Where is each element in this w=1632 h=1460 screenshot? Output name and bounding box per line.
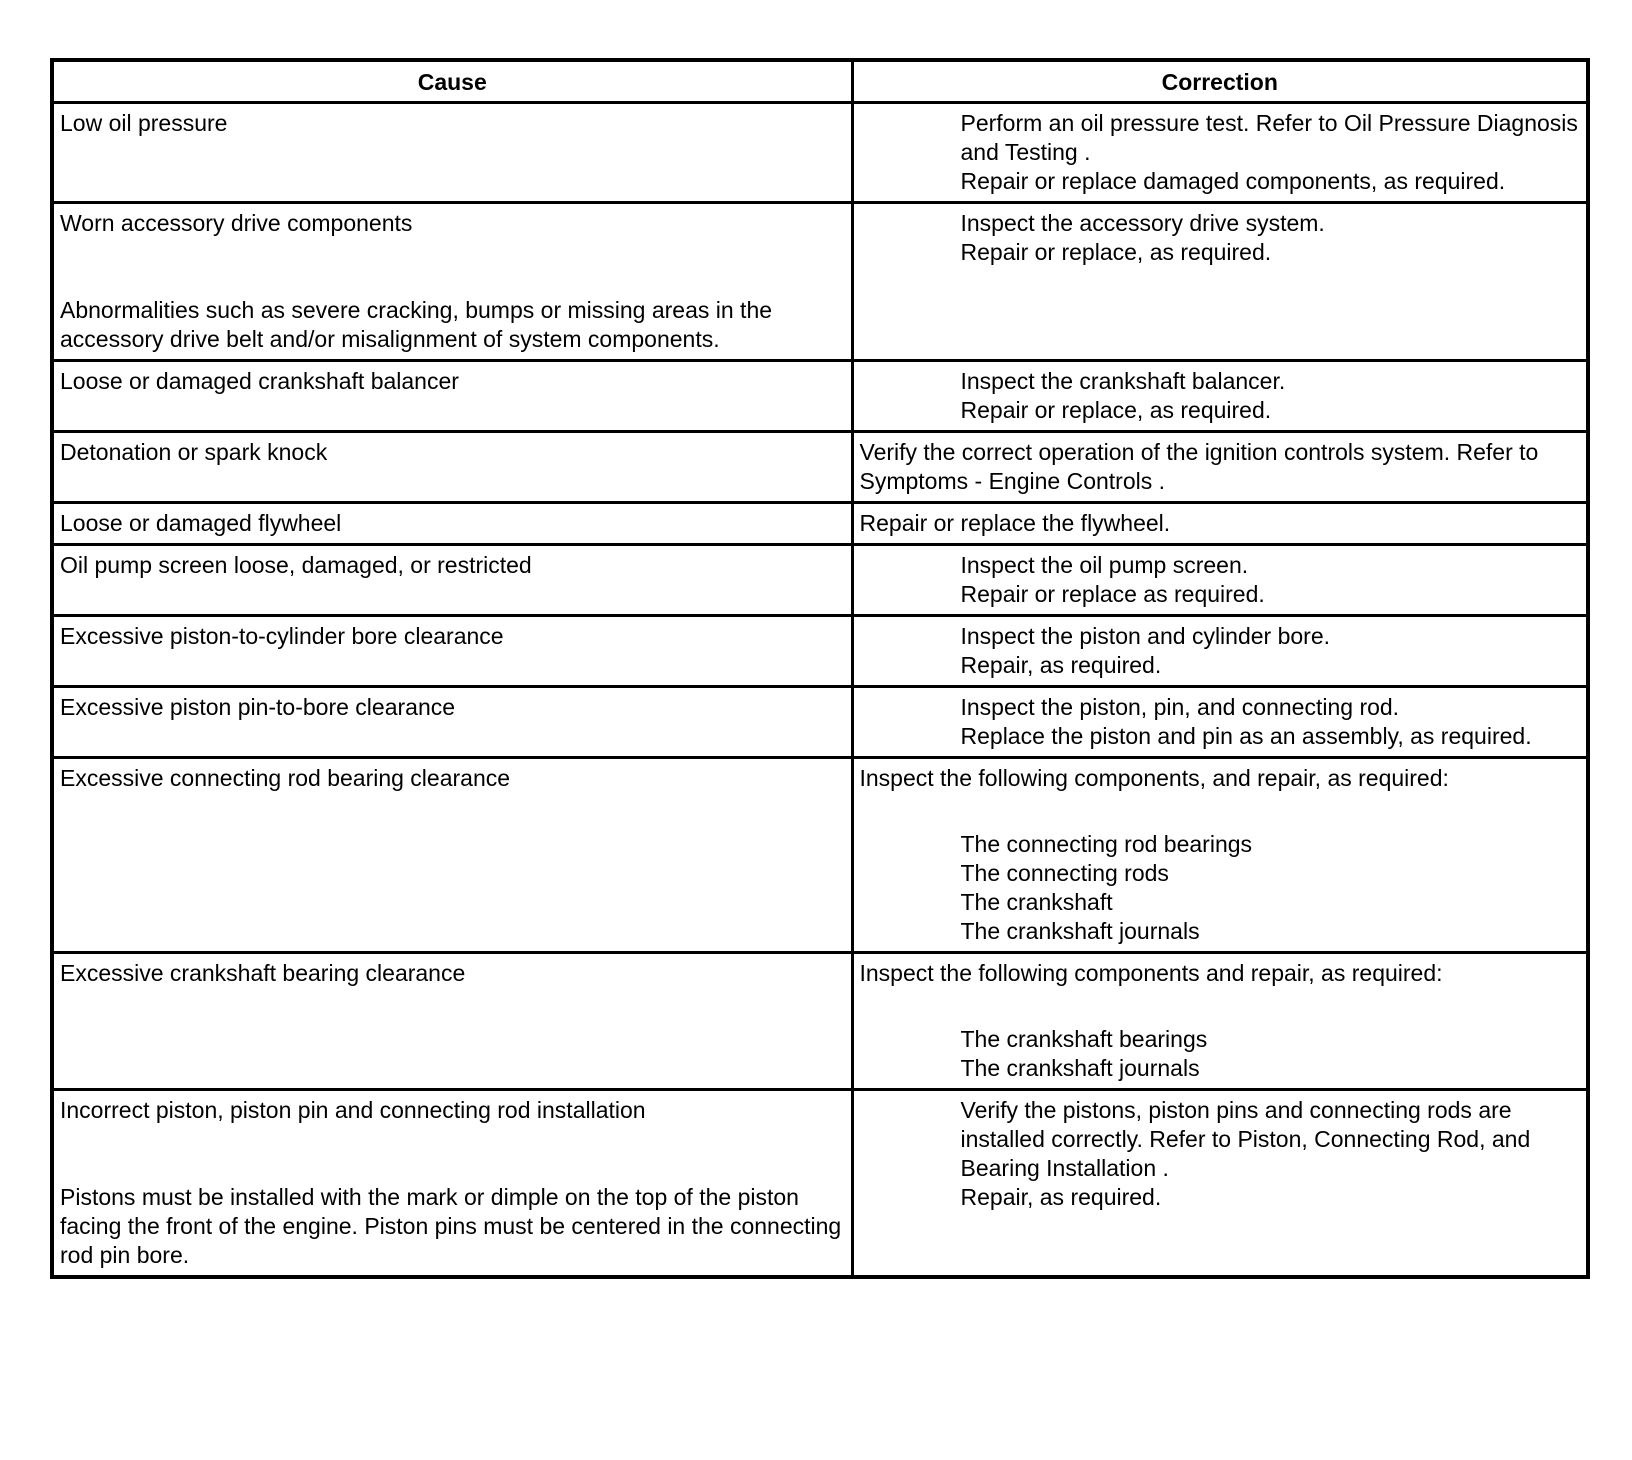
cause-note: Pistons must be installed with the mark or dimple on the top of the piston facing the front of the engine. Piston pins must be centered in the connecting rod pin bore.: [60, 1184, 842, 1268]
table-row: [52, 687, 1588, 758]
correction-cell: [852, 758, 1588, 953]
table-row: [52, 616, 1588, 687]
header-row: [52, 60, 1588, 103]
cause-text: Excessive piston-to-cylinder bore clearance: [60, 623, 504, 649]
cause-text: Excessive piston pin-to-bore clearance: [60, 694, 456, 720]
cause-cell: [52, 1090, 852, 1278]
correction-cell: [852, 361, 1588, 432]
correction-intro: Verify the correct operation of the ignition controls system. Refer to Symptoms - Engine Controls .: [859, 439, 1539, 494]
correction-step: Repair, as required.: [960, 652, 1162, 678]
correction-step: Verify the pistons, piston pins and connecting rods are installed correctly. Refer to Piston, Connecting Rod, and Bearing Installation .: [960, 1097, 1531, 1181]
correction-cell: [852, 687, 1588, 758]
correction-step: Perform an oil pressure test. Refer to Oil Pressure Diagnosis and Testing .: [960, 110, 1578, 165]
correction-step: Repair, as required.: [960, 1184, 1162, 1210]
cause-cell: [52, 103, 852, 203]
cause-cell: [52, 503, 852, 545]
table-row: [52, 103, 1588, 203]
cause-text: Excessive crankshaft bearing clearance: [60, 960, 466, 986]
header-correction: Correction: [852, 60, 1588, 103]
cause-cell: [52, 758, 852, 953]
correction-step: Inspect the piston, pin, and connecting rod.: [960, 694, 1400, 720]
correction-step: The connecting rods: [960, 860, 1169, 886]
cause-note: Abnormalities such as severe cracking, bumps or missing areas in the accessory drive belt and/or misalignment of system components.: [60, 297, 773, 352]
correction-step: Replace the piston and pin as an assembly, as required.: [960, 723, 1532, 749]
correction-intro: Inspect the following components and repair, as required:: [859, 960, 1443, 986]
table-body: [52, 103, 1588, 1278]
correction-cell: [852, 432, 1588, 503]
correction-step: Inspect the accessory drive system.: [960, 210, 1325, 236]
correction-step: The crankshaft journals: [960, 918, 1200, 944]
cause-cell: [52, 953, 852, 1090]
diagnosis-table: [50, 58, 1590, 1279]
cause-cell: [52, 687, 852, 758]
correction-cell: [852, 203, 1588, 361]
table-row: [52, 361, 1588, 432]
correction-cell: [852, 1090, 1588, 1278]
correction-step: The crankshaft: [960, 889, 1113, 915]
correction-step: Inspect the crankshaft balancer.: [960, 368, 1286, 394]
correction-step: Inspect the piston and cylinder bore.: [960, 623, 1331, 649]
correction-step: Repair or replace damaged components, as required.: [960, 168, 1506, 194]
cause-cell: [52, 203, 852, 361]
table-row: [52, 758, 1588, 953]
table-row: [52, 545, 1588, 616]
table-row: [52, 203, 1588, 361]
cause-text: Worn accessory drive components: [60, 210, 413, 236]
cause-cell: [52, 432, 852, 503]
cause-cell: [52, 616, 852, 687]
correction-cell: [852, 616, 1588, 687]
table-row: [52, 503, 1588, 545]
correction-intro: Repair or replace the flywheel.: [859, 510, 1171, 536]
cause-text: Oil pump screen loose, damaged, or restricted: [60, 552, 532, 578]
correction-cell: [852, 545, 1588, 616]
correction-cell: [852, 103, 1588, 203]
cause-text: Excessive connecting rod bearing clearance: [60, 765, 511, 791]
correction-step: The crankshaft journals: [960, 1055, 1200, 1081]
correction-step: Repair or replace as required.: [960, 581, 1265, 607]
correction-step: Inspect the oil pump screen.: [960, 552, 1249, 578]
correction-step: The crankshaft bearings: [960, 1026, 1208, 1052]
correction-cell: [852, 953, 1588, 1090]
cause-text: Low oil pressure: [60, 110, 228, 136]
correction-step: Repair or replace, as required.: [960, 239, 1272, 265]
cause-text: Incorrect piston, piston pin and connecting rod installation: [60, 1097, 646, 1123]
correction-intro: Inspect the following components, and repair, as required:: [859, 765, 1449, 791]
cause-cell: [52, 361, 852, 432]
cause-text: Loose or damaged flywheel: [60, 510, 342, 536]
correction-step: Repair or replace, as required.: [960, 397, 1272, 423]
correction-step: The connecting rod bearings: [960, 831, 1253, 857]
table-row: [52, 432, 1588, 503]
cause-text: Loose or damaged crankshaft balancer: [60, 368, 459, 394]
correction-cell: [852, 503, 1588, 545]
header-cause: Cause: [52, 60, 852, 103]
cause-text: Detonation or spark knock: [60, 439, 328, 465]
table-row: [52, 1090, 1588, 1278]
table-row: [52, 953, 1588, 1090]
cause-cell: [52, 545, 852, 616]
